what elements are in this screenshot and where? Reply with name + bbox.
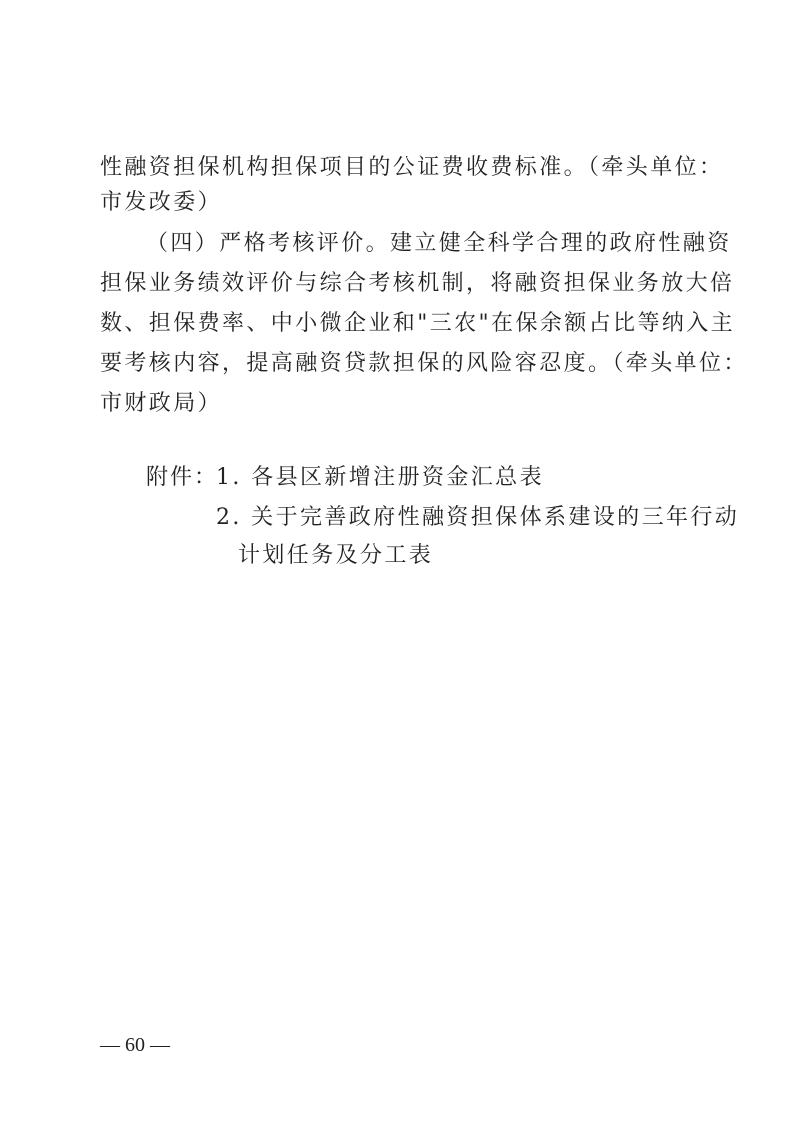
attachment-item-1: 1. 各县区新增注册资金汇总表 bbox=[216, 465, 544, 490]
attachments-label: 附件： bbox=[146, 465, 219, 490]
body-line-1: 性融资担保机构担保项目的公证费收费标准。（牵头单位： bbox=[100, 155, 724, 180]
attachment-item-2-continued: 计划任务及分工表 bbox=[238, 543, 434, 568]
body-line-4: 担保业务绩效评价与综合考核机制，将融资担保业务放大倍 bbox=[100, 271, 735, 296]
body-line-7: 市财政局） bbox=[100, 391, 223, 416]
section-heading-line: （四）严格考核评价。建立健全科学合理的政府性融资 bbox=[146, 231, 732, 256]
body-line-5: 数、担保费率、中小微企业和"三农"在保余额占比等纳入主 bbox=[100, 311, 736, 336]
page-number: — 60 — bbox=[100, 1034, 170, 1056]
body-line-2: 市发改委） bbox=[100, 190, 223, 215]
attachment-item-2: 2. 关于完善政府性融资担保体系建设的三年行动 bbox=[216, 505, 740, 530]
body-line-6: 要考核内容，提高融资贷款担保的风险容忍度。（牵头单位： bbox=[100, 351, 748, 376]
